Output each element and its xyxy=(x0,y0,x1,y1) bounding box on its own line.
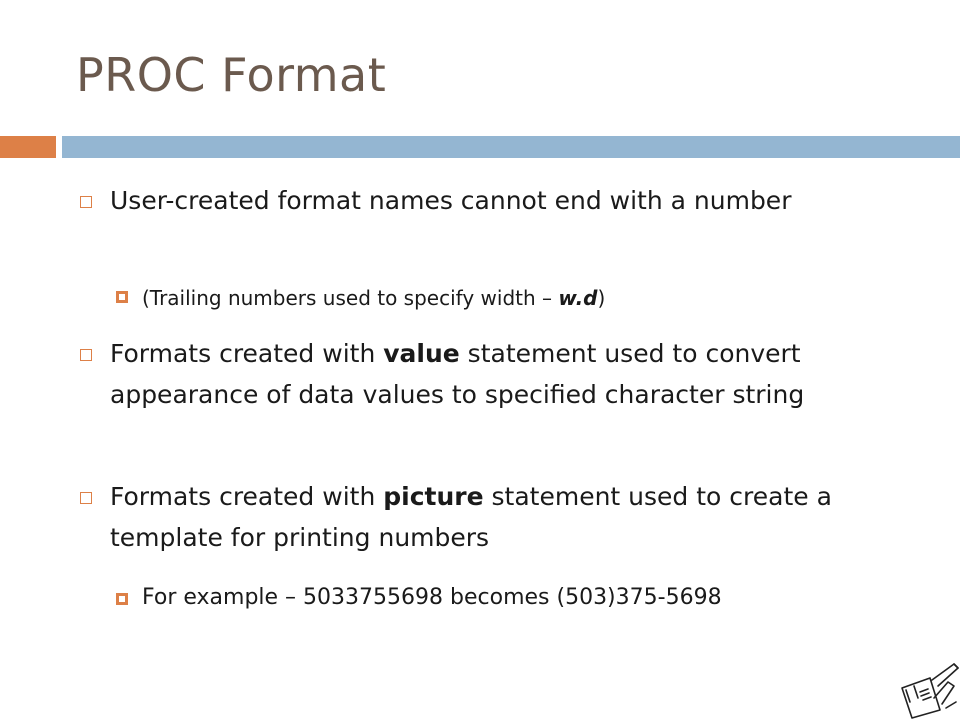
sub-bullet-text: For example – 5033755698 becomes (503)375-5698 xyxy=(142,585,722,610)
bullet-item-2 xyxy=(80,339,880,415)
bullet-prefix: Formats created with xyxy=(110,339,384,368)
sub-bullet-prefix: (Trailing numbers used to specify width – xyxy=(142,286,559,310)
accent-bar-blue xyxy=(62,136,960,158)
bullet-item-1 xyxy=(80,186,840,221)
accent-bar-orange xyxy=(0,136,56,158)
bullet-text: User-created format names cannot end with a number xyxy=(110,186,792,215)
sub-bullet-item-1 xyxy=(116,285,816,311)
sub-bullet-item-2 xyxy=(116,585,906,611)
bullet-text xyxy=(110,333,880,415)
sub-bullet-square-icon xyxy=(116,593,128,605)
bullet-bold-keyword: picture xyxy=(383,482,484,511)
bullet-suffix: statement used to convert appearance of data values to specified character string xyxy=(110,339,805,409)
bullet-suffix: statement used to create a template for printing numbers xyxy=(110,482,832,552)
sub-bullet-suffix: ) xyxy=(597,286,606,310)
slide-title: PROC Format xyxy=(76,48,387,102)
bullet-square-icon xyxy=(80,196,92,208)
sub-bullet-emphasis: w.d xyxy=(558,286,598,310)
bullet-square-icon xyxy=(80,492,92,504)
sub-bullet-text xyxy=(142,285,605,311)
bullet-bold-keyword: value xyxy=(383,339,460,368)
notepad-pencil-icon xyxy=(896,658,960,720)
sub-bullet-square-icon xyxy=(116,291,128,303)
bullet-text xyxy=(110,476,860,558)
bullet-square-icon xyxy=(80,349,92,361)
bullet-prefix: Formats created with xyxy=(110,482,384,511)
bullet-item-3 xyxy=(80,482,860,558)
